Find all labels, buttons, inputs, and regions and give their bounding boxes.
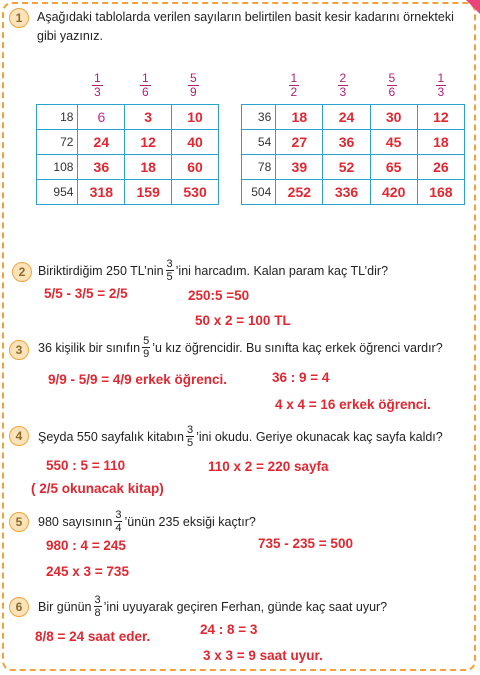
left-fraction-3: 5 9 [190,71,197,99]
q4-answer-1: 550 : 5 = 110 [46,458,126,473]
right-fraction-1: 1 2 [290,71,298,99]
table-cell: 420 [370,180,417,205]
table-cell: 12 [417,105,464,130]
table-cell: 65 [370,155,417,180]
row-label: 54 [242,130,276,155]
table-cell: 252 [276,180,323,205]
table-cell: 40 [172,130,219,155]
q5-text: 980 sayısının $\frac{3}{4}$ ’ünün 235 eksiği kaçtır? [38,509,256,534]
table-row [242,130,465,155]
q5-answer-2: 735 - 235 = 500 [258,536,353,551]
q3-answer-2: 36 : 9 = 4 [272,370,330,385]
question-number-5: 5 [9,512,29,532]
question-number-6: 6 [9,597,29,617]
table-row [242,105,465,130]
q5-answer-3: 245 x 3 = 735 [46,564,129,579]
q4-fraction: $\frac{3}{5}$ [186,424,194,449]
table-cell: 336 [323,180,370,205]
table-row [37,105,219,130]
q2-text: Biriktirdiğim 250 TL’nin $\frac{3}{5}$ ’ini harcadım. Kalan param kaç TL’dir? [38,258,389,283]
q5-answer-1: 980 : 4 = 245 [46,538,126,553]
table-cell: 3 [125,105,172,130]
q2-answer-2: 250:5 =50 [188,288,250,303]
right-fraction-2: 2 3 [339,71,347,99]
table-cell: 30 [370,105,417,130]
table-cell: 36 [78,155,125,180]
table-row [37,155,219,180]
q6-answer-3: 3 x 3 = 9 saat uyur. [203,648,323,663]
row-label: 36 [242,105,276,130]
table-cell: 26 [417,155,464,180]
table-cell: 18 [125,155,172,180]
table-cell: 18 [417,130,464,155]
q4-answer-3: ( 2/5 okunacak kitap) [31,481,164,496]
q4-answer-2: 110 x 2 = 220 sayfa [208,459,329,474]
table-row [242,155,465,180]
right-table [241,104,465,205]
table-cell: 45 [370,130,417,155]
table-row [37,130,219,155]
q5-fraction: $\frac{3}{4}$ [115,509,122,534]
table-row [37,180,219,205]
row-label: 78 [242,155,276,180]
q4-text: Şeyda 550 sayfalık kitabın $\frac{3}{5}$ ’ini okudu. Geriye okunacak kaç sayfa kaldı? [38,424,443,449]
table-cell: 52 [323,155,370,180]
row-label: 18 [37,105,78,130]
table-cell: 39 [276,155,323,180]
table-cell: 530 [172,180,219,205]
table-cell: 60 [172,155,219,180]
question-number-3: 3 [9,340,29,360]
q2-answer-3: 50 x 2 = 100 TL [195,313,291,328]
left-fraction-1: 1 3 [94,71,101,99]
table-cell: 10 [172,105,219,130]
row-label: 504 [242,180,276,205]
table-cell: 6 [78,105,125,130]
question-number-1: 1 [9,8,29,28]
q2-answer-1: 5/5 - 3/5 = 2/5 [44,286,128,301]
question-number-4: 4 [9,426,29,446]
table-row [242,180,465,205]
right-fraction-3: 5 6 [388,71,396,99]
row-label: 72 [37,130,78,155]
q1-instruction: Aşağıdaki tablolarda verilen sayıların belirtilen basit kesir kadarını örnekteki gibi yazınız. [37,10,454,43]
q3-fraction: $\frac{5}{9}$ [143,335,150,360]
table-cell: 168 [417,180,464,205]
q6-text: Bir günün $\frac{3}{8}$ ’ini uyuyarak geçiren Ferhan, günde kaç saat uyur? [38,594,388,619]
table-cell: 18 [276,105,323,130]
left-table [36,104,219,205]
q6-answer-1: 8/8 = 24 saat eder. [35,629,151,644]
left-fraction-2: 1 6 [142,71,149,99]
q6-fraction: $\frac{3}{8}$ [94,594,101,619]
question-number-2: 2 [12,262,32,282]
row-label: 108 [37,155,78,180]
table-cell: 36 [323,130,370,155]
table-cell: 12 [125,130,172,155]
q3-answer-3: 4 x 4 = 16 erkek öğrenci. [275,397,431,412]
table-cell: 318 [78,180,125,205]
q3-answer-1: 9/9 - 5/9 = 4/9 erkek öğrenci. [48,372,227,387]
row-label: 954 [37,180,78,205]
table-cell: 24 [323,105,370,130]
q2-fraction: $\frac{3}{5}$ [166,258,173,283]
table-cell: 24 [78,130,125,155]
table-cell: 159 [125,180,172,205]
right-fraction-4: 1 3 [437,71,445,99]
table-cell: 27 [276,130,323,155]
q3-text: 36 kişilik bir sınıfın $\frac{5}{9}$ ’u kız öğrencidir. Bu sınıfta kaç erkek öğrenci vardır? [38,335,443,360]
q6-answer-2: 24 : 8 = 3 [200,622,258,637]
